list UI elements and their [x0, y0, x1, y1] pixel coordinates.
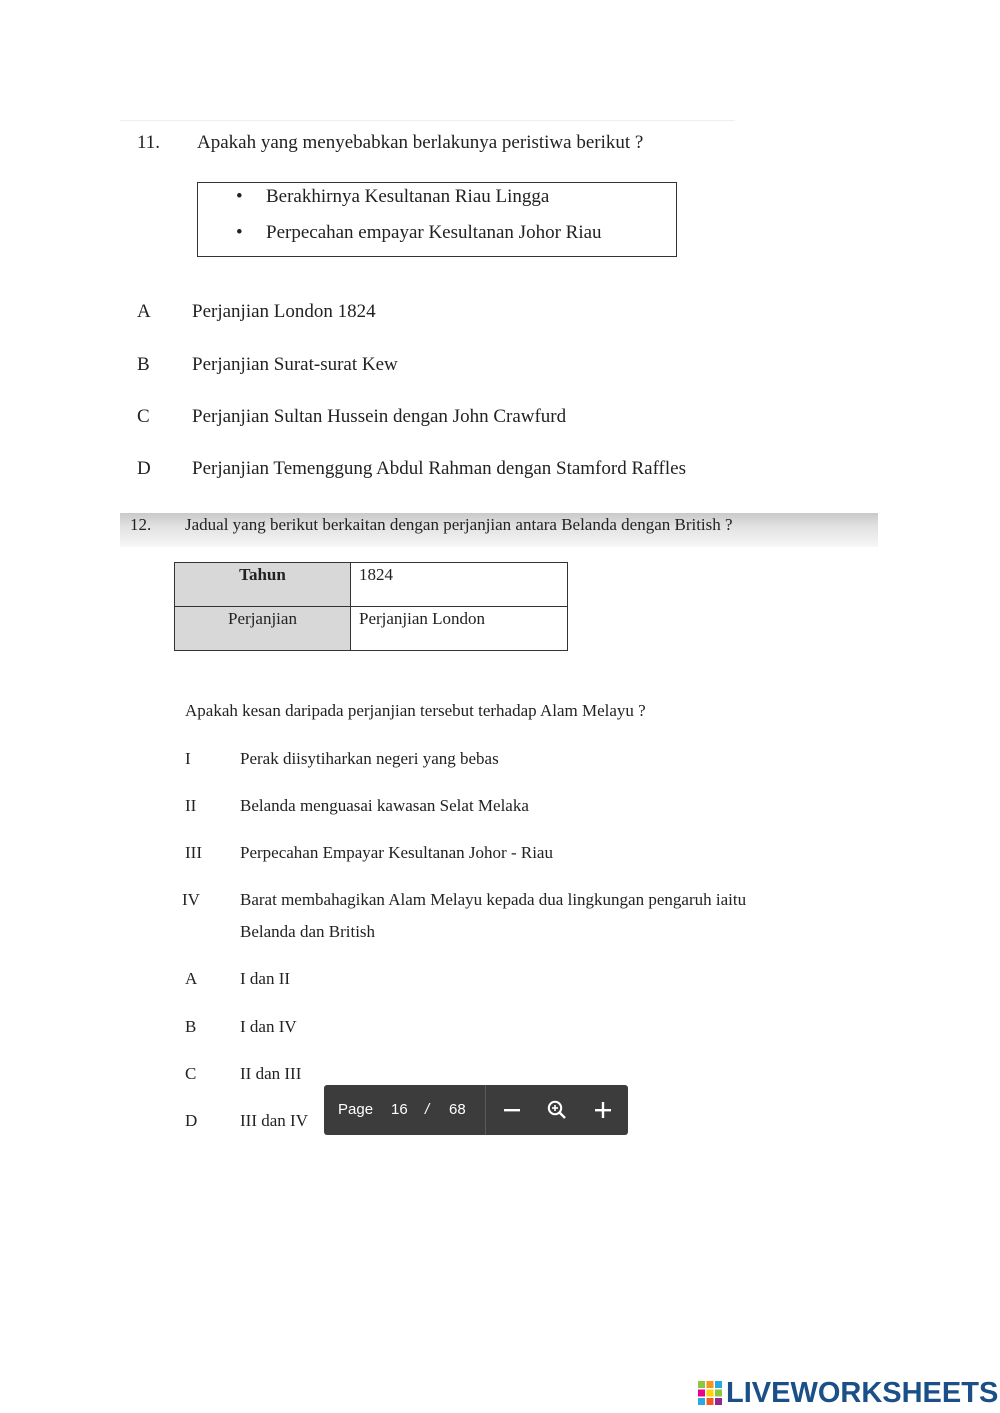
zoom-out-button[interactable] [497, 1095, 527, 1125]
plus-icon [593, 1100, 613, 1120]
event-box [197, 182, 677, 257]
table-header-cell: Tahun [175, 563, 351, 607]
minus-icon [502, 1100, 522, 1120]
divider [120, 120, 735, 121]
liveworksheets-logo-icon [698, 1381, 722, 1405]
statement-text: Belanda menguasai kawasan Selat Melaka [240, 796, 529, 815]
bullet-text: Berakhirnya Kesultanan Riau Lingga [266, 186, 550, 207]
zoom-in-button[interactable] [588, 1095, 618, 1125]
treaty-table [174, 562, 568, 651]
question-number: 12. [130, 515, 152, 534]
statement-numeral: I [185, 749, 191, 768]
option-text[interactable]: III dan IV [240, 1111, 308, 1130]
page-label: Page [338, 1101, 374, 1118]
statement-text-continued: Belanda dan British [240, 922, 376, 941]
page-separator: / [425, 1101, 430, 1118]
table-row [175, 563, 568, 607]
option-text[interactable]: Perjanjian Sultan Hussein dengan John Crawfurd [192, 406, 567, 427]
page-toolbar [324, 1085, 628, 1135]
statement-numeral: IV [182, 890, 200, 909]
option-letter[interactable]: D [185, 1111, 198, 1130]
bullet-icon: • [236, 222, 243, 243]
table-header-cell: Perjanjian [175, 607, 351, 651]
option-text[interactable]: I dan IV [240, 1017, 297, 1036]
table-row [175, 607, 568, 651]
question-text: Apakah yang menyebabkan berlakunya peristiwa berikut ? [197, 132, 644, 153]
liveworksheets-logo [698, 1377, 998, 1409]
question-number: 11. [137, 132, 161, 153]
statement-text: Perak diisytiharkan negeri yang bebas [240, 749, 499, 768]
table-cell: 1824 [351, 563, 568, 607]
option-letter[interactable]: A [137, 301, 151, 322]
option-letter[interactable]: D [137, 458, 151, 479]
zoom-fit-button[interactable] [542, 1095, 572, 1125]
statement-numeral: II [185, 796, 197, 815]
statement-numeral: III [185, 843, 202, 862]
option-letter[interactable]: C [185, 1064, 197, 1083]
bullet-text: Perpecahan empayar Kesultanan Johor Riau [266, 222, 602, 243]
table-cell: Perjanjian London [351, 607, 568, 651]
option-text[interactable]: I dan II [240, 969, 291, 988]
statement-text: Perpecahan Empayar Kesultanan Johor - Riau [240, 843, 553, 862]
option-letter[interactable]: A [185, 969, 198, 988]
option-text[interactable]: Perjanjian Surat-surat Kew [192, 354, 398, 375]
sub-question: Apakah kesan daripada perjanjian tersebut terhadap Alam Melayu ? [185, 701, 646, 720]
bullet-icon: • [236, 186, 243, 207]
total-pages: 68 [449, 1101, 466, 1118]
option-text[interactable]: II dan III [240, 1064, 302, 1083]
zoom-icon [546, 1099, 568, 1121]
option-text[interactable]: Perjanjian Temenggung Abdul Rahman dengan Stamford Raffles [192, 458, 686, 479]
brand-name: LIVEWORKSHEETS [726, 1376, 999, 1409]
current-page-input[interactable]: 16 [391, 1101, 408, 1118]
toolbar-divider [485, 1085, 486, 1135]
option-letter[interactable]: B [137, 354, 150, 375]
option-text[interactable]: Perjanjian London 1824 [192, 301, 376, 322]
option-letter[interactable]: B [185, 1017, 197, 1036]
statement-text: Barat membahagikan Alam Melayu kepada dua lingkungan pengaruh iaitu [240, 890, 747, 909]
question-text: Jadual yang berikut berkaitan dengan perjanjian antara Belanda dengan British ? [185, 515, 733, 534]
option-letter[interactable]: C [137, 406, 150, 427]
